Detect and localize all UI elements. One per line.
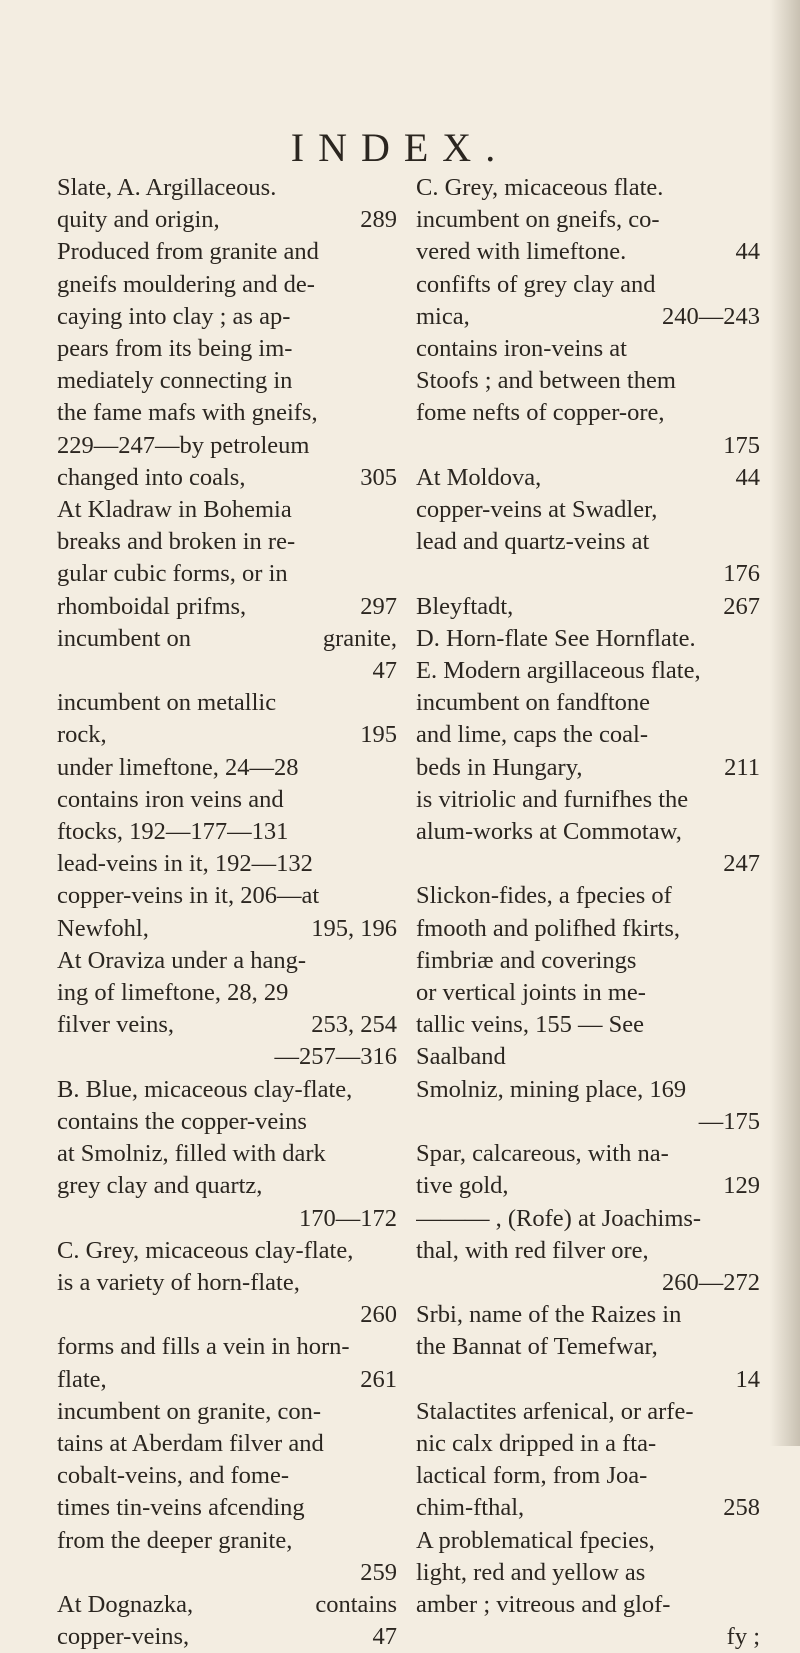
index-line — [57, 623, 397, 655]
index-line: incumbent on fandftone — [416, 689, 651, 717]
index-line: Srbi, name of the Raizes in — [416, 1301, 682, 1329]
index-line: 229—247—by petroleum — [57, 431, 310, 459]
index-line: fmooth and polifhed fkirts, — [416, 914, 681, 942]
page-reference: 305 — [360, 463, 397, 491]
index-line: 170—172 — [299, 1204, 397, 1232]
index-line — [57, 913, 397, 945]
index-line: copper-veins in it, 206—at — [57, 882, 320, 910]
index-line: C. Grey, micaceous clay-flate, — [57, 1236, 354, 1264]
index-line: caying into clay ; as ap- — [57, 302, 291, 330]
index-line: incumbent on granite, con- — [57, 1397, 321, 1425]
index-line: —257—316 — [274, 1043, 397, 1071]
index-line: 247 — [723, 850, 760, 878]
index-line: fimbriæ and coverings — [416, 946, 637, 974]
index-line — [416, 591, 760, 623]
page-reference: 253, 254 — [311, 1011, 397, 1039]
page-reference: 261 — [360, 1365, 397, 1393]
index-line: mediately connecting in — [57, 367, 293, 395]
index-term: rock, — [57, 721, 107, 749]
page-reference: 44 — [735, 463, 760, 491]
index-term: Bleyftadt, — [416, 592, 514, 620]
index-term: At Dognazka, — [57, 1590, 194, 1618]
page-reference: 195, 196 — [311, 914, 397, 942]
index-line: grey clay and quartz, — [57, 1172, 263, 1200]
index-line: the Bannat of Temefwar, — [416, 1333, 658, 1361]
index-term: copper-veins, — [57, 1623, 190, 1651]
page-reference: 258 — [723, 1494, 760, 1522]
page-reference: 240—243 — [662, 302, 760, 330]
index-line: Spar, calcareous, with na- — [416, 1140, 669, 1168]
index-line: is vitriolic and furnifhes the — [416, 785, 689, 813]
page-reference: 47 — [372, 1623, 397, 1651]
index-term: Newfohl, — [57, 914, 149, 942]
index-line: gular cubic forms, or in — [57, 560, 288, 588]
index-line: ——— , (Rofe) at Joachims- — [416, 1204, 702, 1232]
index-line: lead-veins in it, 192—132 — [57, 850, 313, 878]
index-term: beds in Hungary, — [416, 753, 583, 781]
index-line: At Kladraw in Bohemia — [57, 496, 292, 524]
index-line: B. Blue, micaceous clay-flate, — [57, 1075, 353, 1103]
index-line — [57, 1009, 397, 1041]
index-line: amber ; vitreous and glof- — [416, 1590, 671, 1618]
page-reference: 44 — [735, 238, 760, 266]
index-line: nic calx dripped in a fta- — [416, 1429, 657, 1457]
right-column — [416, 172, 760, 1653]
index-line: ing of limeftone, 28, 29 — [57, 979, 289, 1007]
index-line: ftocks, 192—177—131 — [57, 818, 289, 846]
index-line — [57, 1589, 397, 1621]
index-term: chim-fthal, — [416, 1494, 525, 1522]
index-line: is a variety of horn-flate, — [57, 1268, 300, 1296]
index-line: at Smolniz, filled with dark — [57, 1140, 326, 1168]
index-line: incumbent on metallic — [57, 689, 277, 717]
index-line — [57, 1364, 397, 1396]
page-header: INDEX. — [290, 125, 510, 170]
index-line: contains the copper-veins — [57, 1107, 307, 1135]
index-line: times tin-veins afcending — [57, 1494, 305, 1522]
index-term: changed into coals, — [57, 463, 246, 491]
index-term: quity and origin, — [57, 206, 220, 234]
page-reference: 267 — [723, 592, 760, 620]
index-line: from the deeper granite, — [57, 1526, 293, 1554]
index-line: lactical form, from Joa- — [416, 1462, 648, 1490]
index-term: incumbent on — [57, 624, 192, 652]
index-line — [57, 204, 397, 236]
index-line — [416, 301, 760, 333]
index-line — [57, 719, 397, 751]
index-term: vered with limeftone. — [416, 238, 627, 266]
index-line: confifts of grey clay and — [416, 270, 656, 298]
index-line: tains at Aberdam filver and — [57, 1429, 324, 1457]
index-line: lead and quartz-veins at — [416, 528, 650, 556]
page-reference: 289 — [360, 206, 397, 234]
index-line: Saalband — [416, 1043, 506, 1071]
index-line: At Oraviza under a hang- — [57, 946, 306, 974]
index-line: 175 — [723, 431, 760, 459]
index-line: Stalactites arfenical, or arfe- — [416, 1397, 694, 1425]
page-reference: 129 — [723, 1172, 760, 1200]
index-line: 176 — [723, 560, 760, 588]
index-line: contains iron-veins at — [416, 335, 627, 363]
index-line — [416, 752, 760, 784]
index-line: C. Grey, micaceous flate. — [416, 174, 664, 201]
index-line: gneifs mouldering and de- — [57, 270, 315, 298]
index-line: fy ; — [726, 1623, 760, 1651]
index-term: tive gold, — [416, 1172, 509, 1200]
index-line — [416, 462, 760, 494]
left-column — [57, 172, 397, 1653]
page-reference: 195 — [360, 721, 397, 749]
index-line: 260 — [360, 1301, 397, 1329]
index-line: forms and fills a vein in horn- — [57, 1333, 350, 1361]
page-reference: 211 — [724, 753, 760, 781]
index-line — [416, 1170, 760, 1202]
index-line — [416, 1492, 760, 1524]
index-line: —175 — [698, 1107, 760, 1135]
index-term: filver veins, — [57, 1011, 175, 1039]
index-term: At Moldova, — [416, 463, 542, 491]
index-line: Produced from granite and — [57, 238, 319, 266]
index-line: or vertical joints in me- — [416, 979, 646, 1007]
index-line — [57, 462, 397, 494]
page-edge-shadow — [770, 0, 800, 1446]
index-line: pears from its being im- — [57, 335, 293, 363]
index-line: cobalt-veins, and fome- — [57, 1462, 289, 1490]
index-line: under limeftone, 24—28 — [57, 753, 299, 781]
index-line: A problematical fpecies, — [416, 1526, 655, 1554]
index-line — [57, 591, 397, 623]
index-term: flate, — [57, 1365, 107, 1393]
index-line: thal, with red filver ore, — [416, 1236, 649, 1264]
page-reference: contains — [315, 1590, 397, 1618]
index-line: tallic veins, 155 — See — [416, 1011, 644, 1039]
index-line: 260—272 — [662, 1268, 760, 1296]
index-line: breaks and broken in re- — [57, 528, 296, 556]
index-line — [416, 236, 760, 268]
index-line: E. Modern argillaceous flate, — [416, 657, 701, 685]
index-line: and lime, caps the coal- — [416, 721, 648, 749]
index-line — [57, 1621, 397, 1653]
index-line: Slickon-fides, a fpecies of — [416, 882, 672, 910]
index-line: 47 — [372, 657, 397, 685]
index-line: Smolniz, mining place, 169 — [416, 1075, 687, 1103]
index-line: 259 — [360, 1558, 397, 1586]
index-line: D. Horn-flate See Hornflate. — [416, 624, 696, 652]
index-line: Slate, A. Argillaceous. — [57, 174, 277, 201]
index-line: 14 — [735, 1365, 760, 1393]
index-line: contains iron veins and — [57, 785, 284, 813]
page-reference: 297 — [360, 592, 397, 620]
page-reference: granite, — [322, 624, 397, 652]
index-line: alum-works at Commotaw, — [416, 818, 682, 846]
index-line: copper-veins at Swadler, — [416, 496, 658, 524]
index-line: light, red and yellow as — [416, 1558, 646, 1586]
index-term: rhomboidal prifms, — [57, 592, 247, 620]
index-line: incumbent on gneifs, co- — [416, 206, 660, 234]
index-line: the fame mafs with gneifs, — [57, 399, 318, 427]
index-line: fome nefts of copper-ore, — [416, 399, 665, 427]
index-term: mica, — [416, 302, 470, 330]
index-line: Stoofs ; and between them — [416, 367, 676, 395]
